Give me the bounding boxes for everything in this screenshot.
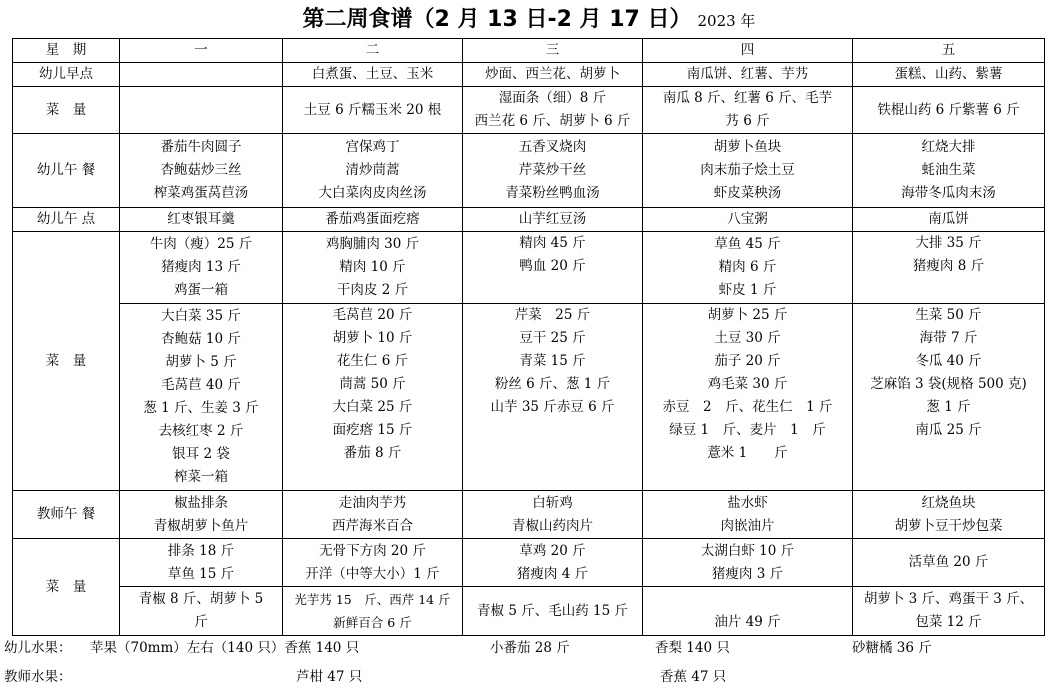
teacher-cell [120,491,283,539]
cell-line: 草鱼 45 斤 [714,236,781,252]
snack-cell: 山芋红豆汤 [463,208,643,232]
cell-line: 油片 49 斤 [714,614,781,630]
cell-line: 薏米 1 斤 [707,445,788,461]
cell-line: 太湖白虾 10 斤 [700,542,795,559]
cell-line: 虾皮 1 斤 [718,282,777,298]
kids-fruit-item: 砂糖橘 36 斤 [852,640,932,656]
cell-line: 榨菜一箱 [174,469,228,485]
cell-line: 猪瘦肉 8 斤 [912,258,985,274]
cell-line: 精肉 10 斤 [339,259,406,275]
snack-row [13,208,1045,232]
lunch-cell [643,134,853,208]
lunch-cell [853,134,1045,208]
day-mon: 一 [120,39,283,63]
breakfast-qty-cell [120,87,283,134]
cell-line: 杏鲍菇炒三丝 [160,162,242,178]
cell-line: 湿面条（细）8 斤 [498,90,607,106]
cell-line: 绿豆 1 斤、麦片 1 斤 [669,422,826,438]
lunch-qty-veg-cell [463,304,643,491]
breakfast-qty-cell [643,87,853,134]
page-title [0,4,1058,36]
teacher-cell [853,491,1045,539]
cell-line: 青菜粉丝鸭血汤 [505,185,600,201]
cell-line: 花生仁 6 斤 [336,353,409,369]
cell-line: 茄子 20 斤 [714,353,781,369]
cell-line: 鸡毛菜 30 斤 [707,376,788,392]
lunch-qty-veg-row [13,304,1045,491]
cell-line: 猪瘦肉 13 斤 [161,259,241,275]
cell-line: 新鲜百合 6 斤 [333,615,412,630]
cell-line: 芹菜炒干丝 [518,162,587,178]
breakfast-cell: 白煮蛋、土豆、玉米 [283,63,463,87]
cell-line: 青菜 15 斤 [519,353,586,369]
cell-line: 南瓜 8 斤、红薯 6 斤、毛芋 [662,90,833,106]
teacher-qty-side-cell [643,587,853,636]
cell-line: 开洋（中等大小）1 斤 [305,565,440,582]
lunch-qty-meat-cell [120,232,283,304]
teacher-qty-side-cell [120,587,283,636]
cell-line: 毛莴苣 20 斤 [332,307,413,323]
cell-line: 冬瓜 40 斤 [915,353,982,369]
cell-line: 胡萝卜 25 斤 [707,307,788,323]
breakfast-label: 幼儿早点 [13,63,120,87]
breakfast-qty-cell [463,87,643,134]
day-tue: 二 [283,39,463,63]
cell-line: 猪瘦肉 3 斤 [711,565,784,582]
teacher-cell [643,491,853,539]
teacher-qty-main-row [13,539,1045,587]
breakfast-cell: 炒面、西兰花、胡萝卜 [463,63,643,87]
teacher-qty-main-cell [463,539,643,587]
cell-line: 五香叉烧肉 [518,139,587,155]
menu-table [12,38,1045,636]
cell-line: 排条 18 斤 [167,542,235,559]
snack-cell: 红枣银耳羹 [120,208,283,232]
kids-fruit-item: 小番茄 28 斤 [490,640,570,656]
breakfast-cell: 南瓜饼、红薯、芋艿 [643,63,853,87]
cell-line: 肉嵌油片 [720,517,775,534]
cell-line: 精肉 45 斤 [519,235,586,251]
cell-line: 红烧大排 [921,139,976,155]
teacher-qty-main-cell [283,539,463,587]
teacher-cell [463,491,643,539]
breakfast-row [13,63,1045,87]
cell-line: 杏鲍菇 10 斤 [161,331,241,347]
cell-line: 青椒 5 斤、毛山药 15 斤 [477,602,628,619]
cell-line: 胡萝卜豆干炒包菜 [894,517,1003,534]
cell-line: 葱 1 斤、生姜 3 斤 [143,400,259,416]
weekday-label: 星 期 [13,39,120,63]
teacher-fruit-item: 香蕉 47 只 [660,669,727,685]
teacher-qty-main-cell [120,539,283,587]
cell-line: 山芋 35 斤赤豆 6 斤 [490,399,615,415]
cell-line: 青椒胡萝卜鱼片 [153,517,249,534]
cell-line: 铁棍山药 6 斤紫薯 6 斤 [877,101,1020,118]
breakfast-cell: 蛋糕、山药、紫薯 [853,63,1045,87]
cell-line: 肉末茄子烩土豆 [700,162,795,178]
cell-line: 西芹海米百合 [332,517,413,534]
lunch-qty-meat-cell [643,232,853,304]
cell-line: 草鸡 20 斤 [519,542,586,559]
cell-line: 鸡蛋一箱 [174,282,228,298]
teacher-qty-main-cell [853,539,1045,587]
cell-line: 海带 7 斤 [919,330,978,346]
cell-line: 走油肉芋艿 [338,494,407,511]
snack-cell: 八宝粥 [643,208,853,232]
lunch-qty-meat-cell [853,232,1045,304]
lunch-label: 幼儿午 餐 [13,134,120,208]
cell-line: 青椒山药肉片 [512,517,593,534]
day-wed: 三 [463,39,643,63]
cell-line: 毛莴苣 40 斤 [161,377,241,393]
cell-line: 干肉皮 2 斤 [336,282,409,298]
cell-line: 无骨下方肉 20 斤 [319,542,426,559]
header-row [13,39,1045,63]
cell-line: 猪瘦肉 4 斤 [516,565,589,582]
teacher-qty-side-cell [463,587,643,636]
cell-line: 红烧鱼块 [921,494,976,511]
lunch-qty-meat-cell [463,232,643,304]
teacher-qty-main-cell [643,539,853,587]
cell-line: 银耳 2 袋 [172,446,230,462]
breakfast-qty-cell [853,87,1045,134]
cell-line: 椒盐排条 [174,494,228,511]
cell-line: 包菜 12 斤 [915,614,982,630]
teacher-cell [283,491,463,539]
cell-line: 南瓜 25 斤 [915,422,982,438]
title-year: 2023 年 [697,12,756,30]
lunch-qty-meat-row [13,232,1045,304]
cell-line: 芝麻馅 3 袋(规格 500 克) [870,376,1027,392]
cell-line: 番茄牛肉圆子 [160,139,242,155]
cell-line: 豆干 25 斤 [519,330,586,346]
teacher-row [13,491,1045,539]
lunch-qty-veg-cell [120,304,283,491]
cell-line: 生菜 50 斤 [915,307,982,323]
day-thu: 四 [643,39,853,63]
teacher-label: 教师午 餐 [13,491,120,539]
lunch-qty-meat-cell [283,232,463,304]
cell-line: 白斩鸡 [532,494,573,511]
cell-line: 茼蒿 50 斤 [339,376,406,392]
cell-line: 艿 6 斤 [725,113,770,129]
teacher-qty-side-cell [283,587,463,636]
lunch-cell [120,134,283,208]
teacher-qty-side-row [13,587,1045,636]
cell-line: 土豆 6 斤糯玉米 20 根 [303,101,442,118]
breakfast-cell [120,63,283,87]
cell-line: 斤 [194,614,208,630]
teacher-fruit-label: 教师水果： [4,669,72,685]
snack-cell: 番茄鸡蛋面疙瘩 [283,208,463,232]
breakfast-qty-label: 菜 量 [13,87,120,134]
cell-line: 蚝油生菜 [921,162,976,178]
cell-line: 芹菜 25 斤 [514,307,591,323]
lunch-cell [283,134,463,208]
cell-line: 光芋艿 15 斤、西芹 14 斤 [294,592,451,607]
teacher-qty-side-cell [853,587,1045,636]
cell-line: 胡萝卜 10 斤 [332,330,413,346]
cell-line: 胡萝卜 3 斤、鸡蛋干 3 斤、 [863,591,1034,607]
lunch-qty-veg-cell [643,304,853,491]
snack-cell: 南瓜饼 [853,208,1045,232]
lunch-row [13,134,1045,208]
cell-line: 鸭血 20 斤 [519,258,586,274]
cell-line: 精肉 6 斤 [718,259,777,275]
cell-line: 面疙瘩 15 斤 [332,422,413,438]
teacher-qty-label: 菜 量 [13,539,120,636]
lunch-qty-label: 菜 量 [13,232,120,491]
teacher-fruit-item: 芦柑 47 只 [296,669,363,685]
cell-line: 青椒 8 斤、胡萝卜 5 [138,591,264,607]
cell-line: 活草鱼 20 斤 [908,554,989,570]
cell-line: 清炒茼蒿 [345,162,400,178]
cell-line: 粉丝 6 斤、葱 1 斤 [494,376,611,392]
cell-line: 宫保鸡丁 [345,139,400,155]
kids-fruit-item: 香梨 140 只 [655,640,730,656]
cell-line: 海带冬瓜肉末汤 [901,185,996,201]
cell-line: 土豆 30 斤 [714,330,781,346]
lunch-qty-veg-cell [853,304,1045,491]
cell-line: 大排 35 斤 [915,235,982,251]
breakfast-qty-row [13,87,1045,134]
cell-line: 盐水虾 [727,494,768,511]
cell-line [645,588,850,611]
cell-line: 葱 1 斤 [926,399,971,415]
cell-line: 鸡胸脯肉 30 斤 [325,236,420,252]
title-main: 第二周食谱（2 月 13 日-2 月 17 日） [302,7,692,32]
cell-line: 番茄 8 斤 [343,445,402,461]
cell-line: 牛肉（瘦）25 斤 [149,236,253,252]
cell-line: 胡萝卜 5 斤 [165,354,237,370]
day-fri: 五 [853,39,1045,63]
cell-line: 大白菜 25 斤 [332,399,413,415]
cell-line: 草鱼 15 斤 [167,565,235,582]
cell-line: 去核红枣 2 斤 [158,423,244,439]
breakfast-qty-cell [283,87,463,134]
cell-line: 虾皮菜秧汤 [713,185,782,201]
cell-line: 大白菜 35 斤 [161,308,241,324]
cell-line: 大白菜肉皮肉丝汤 [318,185,427,201]
lunch-qty-veg-cell [283,304,463,491]
cell-line: 胡萝卜鱼块 [713,139,782,155]
cell-line: 榨菜鸡蛋莴苣汤 [153,185,249,201]
kids-fruit-label: 幼儿水果： [4,640,72,656]
cell-line: 赤豆 2 斤、花生仁 1 斤 [662,399,833,415]
cell-line: 西兰花 6 斤、胡萝卜 6 斤 [474,113,631,129]
kids-fruit-item: 苹果（70mm）左右（140 只）香蕉 140 只 [90,640,360,656]
snack-label: 幼儿午 点 [13,208,120,232]
lunch-cell [463,134,643,208]
